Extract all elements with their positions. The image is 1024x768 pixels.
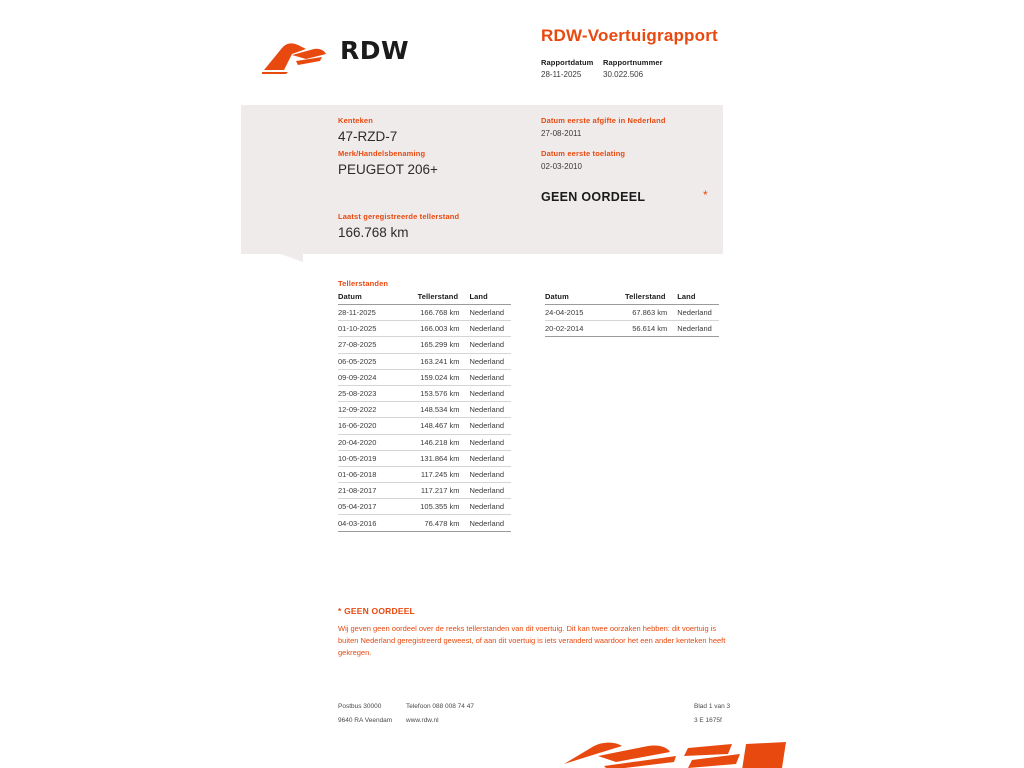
odometer-section-title: Tellerstanden — [338, 279, 389, 288]
cell-land: Nederland — [469, 466, 511, 482]
cell-tellerstand: 153.576 km — [418, 385, 470, 401]
cell-datum: 06-05-2025 — [338, 353, 418, 369]
cell-tellerstand: 165.299 km — [418, 337, 470, 353]
cell-land: Nederland — [469, 515, 511, 531]
cell-tellerstand: 56.614 km — [625, 321, 677, 337]
col-header-datum: Datum — [338, 292, 418, 305]
field-laatste-tellerstand-value: 166.768 km — [338, 225, 409, 240]
odometer-table-left — [338, 292, 511, 532]
brand-header — [262, 20, 532, 80]
cell-land: Nederland — [469, 434, 511, 450]
cell-datum: 21-08-2017 — [338, 483, 418, 499]
meta-report-number-label: Rapportnummer — [603, 58, 663, 67]
footnote-body: Wij geven geen oordeel over de reeks tellerstanden van dit voertuig. Dit kan twee oorzaken hebben: dit voertuig is buiten Nederland geregistreerd geweest, of aan dit voertuig is iets veranderd waardoor het een ander kenteken heeft gekregen. — [338, 624, 726, 658]
cell-tellerstand: 131.864 km — [418, 450, 470, 466]
meta-report-number-value: 30.022.506 — [603, 70, 644, 79]
cell-tellerstand: 117.217 km — [418, 483, 470, 499]
cell-tellerstand: 105.355 km — [418, 499, 470, 515]
cell-datum: 05-04-2017 — [338, 499, 418, 515]
field-laatste-tellerstand — [338, 212, 459, 240]
footer-website[interactable]: www.rdw.nl — [406, 717, 439, 724]
table-row — [338, 402, 511, 418]
odometer-table-right — [545, 292, 719, 337]
cell-land: Nederland — [677, 321, 719, 337]
cell-land: Nederland — [469, 499, 511, 515]
table-row — [338, 385, 511, 401]
cell-datum: 12-09-2022 — [338, 402, 418, 418]
cell-land: Nederland — [469, 337, 511, 353]
cell-land: Nederland — [469, 321, 511, 337]
cell-tellerstand: 117.245 km — [418, 466, 470, 482]
footer-telefoon: Telefoon 088 008 74 47 — [406, 703, 474, 710]
table-row — [338, 418, 511, 434]
footer-postbus: Postbus 30000 — [338, 703, 382, 710]
page-title: RDW-Voertuigrapport — [541, 26, 718, 45]
table-row — [338, 466, 511, 482]
table-row — [338, 483, 511, 499]
cell-tellerstand: 159.024 km — [418, 369, 470, 385]
field-eerste-toelating-label: Datum eerste toelating — [541, 149, 626, 158]
field-eerste-afgifte-label: Datum eerste afgifte in Nederland — [541, 116, 666, 125]
field-merk-value: PEUGEOT 206+ — [338, 162, 438, 177]
table-row — [338, 369, 511, 385]
cell-land: Nederland — [469, 402, 511, 418]
logo-wordmark: RDW — [340, 36, 410, 65]
cell-land: Nederland — [469, 483, 511, 499]
cell-land: Nederland — [469, 450, 511, 466]
cell-datum: 28-11-2025 — [338, 305, 418, 321]
cell-land: Nederland — [469, 385, 511, 401]
cell-datum: 25-08-2023 — [338, 385, 418, 401]
cell-land: Nederland — [469, 353, 511, 369]
cell-tellerstand: 67.863 km — [625, 305, 677, 321]
meta-report-date-label: Rapportdatum — [541, 58, 594, 67]
cell-datum: 01-06-2018 — [338, 466, 418, 482]
field-kenteken — [338, 116, 397, 144]
meta-report-date — [541, 58, 593, 79]
verdict-footnote-marker: * — [703, 188, 708, 202]
cell-land: Nederland — [469, 369, 511, 385]
field-kenteken-label: Kenteken — [338, 116, 373, 125]
field-eerste-afgifte — [541, 116, 666, 138]
field-eerste-afgifte-value: 27-08-2011 — [541, 129, 582, 138]
cell-tellerstand: 148.467 km — [418, 418, 470, 434]
cell-datum: 09-09-2024 — [338, 369, 418, 385]
cell-datum: 04-03-2016 — [338, 515, 418, 531]
table-row — [338, 305, 511, 321]
footer-rdw-graphic-icon — [556, 742, 786, 768]
table-row — [338, 515, 511, 531]
cell-tellerstand: 148.534 km — [418, 402, 470, 418]
cell-datum: 20-02-2014 — [545, 321, 625, 337]
footer-page-number: Blad 1 van 3 — [694, 703, 731, 710]
footnote-title: * GEEN OORDEEL — [338, 606, 415, 616]
cell-tellerstand: 166.768 km — [418, 305, 470, 321]
cell-datum: 01-10-2025 — [338, 321, 418, 337]
field-merk-label: Merk/Handelsbenaming — [338, 149, 426, 158]
cell-datum: 27-08-2025 — [338, 337, 418, 353]
col-header-land: Land — [469, 292, 511, 305]
field-kenteken-value: 47-RZD-7 — [338, 129, 398, 144]
cell-datum: 24-04-2015 — [545, 305, 625, 321]
col-header-tellerstand-2: Tellerstand — [625, 292, 677, 305]
col-header-datum-2: Datum — [545, 292, 625, 305]
field-eerste-toelating — [541, 149, 625, 171]
cell-land: Nederland — [677, 305, 719, 321]
cell-land: Nederland — [469, 418, 511, 434]
cell-tellerstand: 166.003 km — [418, 321, 470, 337]
cell-land: Nederland — [469, 305, 511, 321]
cell-tellerstand: 163.241 km — [418, 353, 470, 369]
footer-form-code: 3 E 1675f — [694, 717, 722, 724]
footer-plaats: 9640 RA Veendam — [338, 717, 393, 724]
meta-report-number — [603, 58, 663, 79]
meta-report-date-value: 28-11-2025 — [541, 70, 582, 79]
field-eerste-toelating-value: 02-03-2010 — [541, 162, 582, 171]
cell-datum: 20-04-2020 — [338, 434, 418, 450]
col-header-tellerstand: Tellerstand — [418, 292, 470, 305]
table-row — [338, 353, 511, 369]
verdict-badge: GEEN OORDEEL — [541, 190, 646, 204]
cell-tellerstand: 76.478 km — [418, 515, 470, 531]
table-row — [338, 450, 511, 466]
field-laatste-tellerstand-label: Laatst geregistreerde tellerstand — [338, 212, 460, 221]
table-row — [545, 321, 719, 337]
table-row — [338, 321, 511, 337]
table-row — [338, 337, 511, 353]
table-row — [545, 305, 719, 321]
cell-tellerstand: 146.218 km — [418, 434, 470, 450]
field-merk — [338, 149, 438, 177]
cell-datum: 10-05-2019 — [338, 450, 418, 466]
col-header-land-2: Land — [677, 292, 719, 305]
cell-datum: 16-06-2020 — [338, 418, 418, 434]
rdw-arrow-logo-icon — [262, 42, 328, 74]
table-row — [338, 434, 511, 450]
table-row — [338, 499, 511, 515]
